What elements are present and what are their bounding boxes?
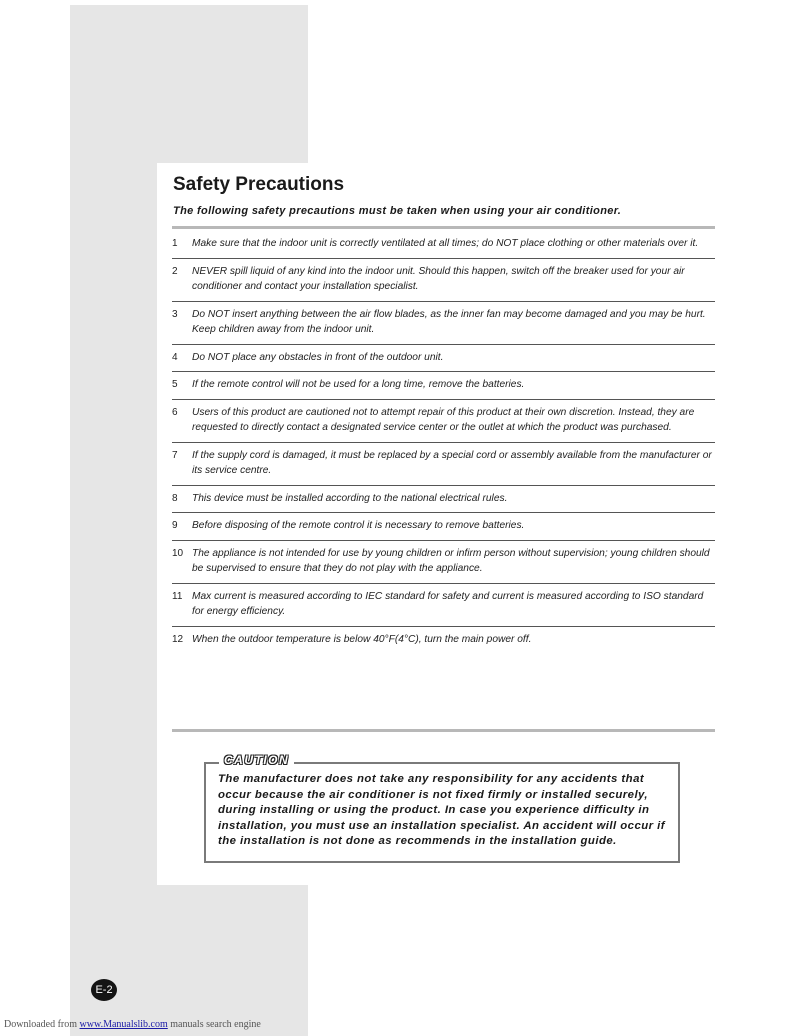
item-text: Make sure that the indoor unit is correctly ventilated at all times; do NOT place clothing or other materials over it. — [192, 238, 699, 249]
list-item — [172, 231, 715, 259]
item-number: 5 — [172, 379, 178, 390]
top-divider — [172, 226, 715, 229]
item-text: Max current is measured according to IEC standard for safety and current is measured according to ISO standard for energy efficiency. — [192, 590, 704, 617]
list-item — [172, 584, 715, 627]
item-number: 12 — [172, 633, 184, 645]
item-text: NEVER spill liquid of any kind into the indoor unit. Should this happen, switch off the breaker used for your air conditioner and contact your installation specialist. — [192, 265, 685, 292]
item-text: When the outdoor temperature is below 40°F(4°C), turn the main power off. — [192, 633, 532, 645]
item-number: 7 — [172, 449, 178, 461]
list-item — [172, 372, 715, 400]
list-item — [172, 486, 715, 514]
item-text: The appliance is not intended for use by young children or infirm person without supervision; young children should be supervised to ensure that they do not play with the appliance. — [192, 547, 710, 574]
list-item — [172, 541, 715, 584]
item-text: Do NOT insert anything between the air flow blades, as the inner fan may become damaged and you may be hurt. Keep children away from the indoor unit. — [192, 308, 706, 335]
item-text: If the supply cord is damaged, it must be replaced by a special cord or assembly available from the manufacturer or its service centre. — [192, 449, 712, 476]
item-text: If the remote control will not be used for a long time, remove the batteries. — [192, 379, 525, 390]
page-title: Safety Precautions — [173, 174, 345, 195]
list-item — [172, 302, 715, 345]
page-subtitle: The following safety precautions must be taken when using your air conditioner. — [173, 205, 622, 217]
manualslib-link[interactable]: www.Manualslib.com — [79, 1019, 168, 1030]
item-number: 6 — [172, 406, 178, 418]
list-item — [172, 259, 715, 302]
list-item — [172, 400, 715, 443]
footer-prefix: Downloaded from — [4, 1019, 78, 1030]
item-number: 1 — [172, 238, 178, 249]
footer-suffix: manuals search engine — [170, 1019, 261, 1030]
list-item — [172, 627, 715, 654]
list-item — [172, 443, 715, 486]
item-text: Before disposing of the remote control it is necessary to remove batteries. — [192, 520, 525, 531]
list-item — [172, 513, 715, 541]
item-text: This device must be installed according to the national electrical rules. — [192, 492, 508, 504]
item-number: 9 — [172, 520, 178, 531]
page-number-badge: E-2 — [91, 979, 117, 1001]
item-number: 11 — [172, 590, 183, 602]
bottom-divider — [172, 729, 715, 732]
precautions-list — [172, 231, 715, 653]
footer — [4, 1019, 261, 1030]
list-item — [172, 345, 715, 373]
item-number: 8 — [172, 492, 178, 504]
caution-text: The manufacturer does not take any responsibility for any accidents that occur because the air conditioner is not fixed firmly or installed securely, during installing or using the product. In case you experience difficulty in installation, you must use an installation specialist. An accident will occur if the installation is not done as recommends in the installation guide. — [218, 773, 665, 847]
item-text: Users of this product are cautioned not to attempt repair of this product at their own discretion. Instead, they are requested to directly contact a designated service center or the outlet at which the product was purchased. — [192, 406, 695, 433]
item-text: Do NOT place any obstacles in front of the outdoor unit. — [192, 351, 444, 363]
item-number: 10 — [172, 547, 184, 559]
caution-label: CAUTION — [219, 753, 294, 767]
item-number: 2 — [172, 265, 178, 277]
item-number: 3 — [172, 308, 178, 320]
item-number: 4 — [172, 351, 178, 363]
